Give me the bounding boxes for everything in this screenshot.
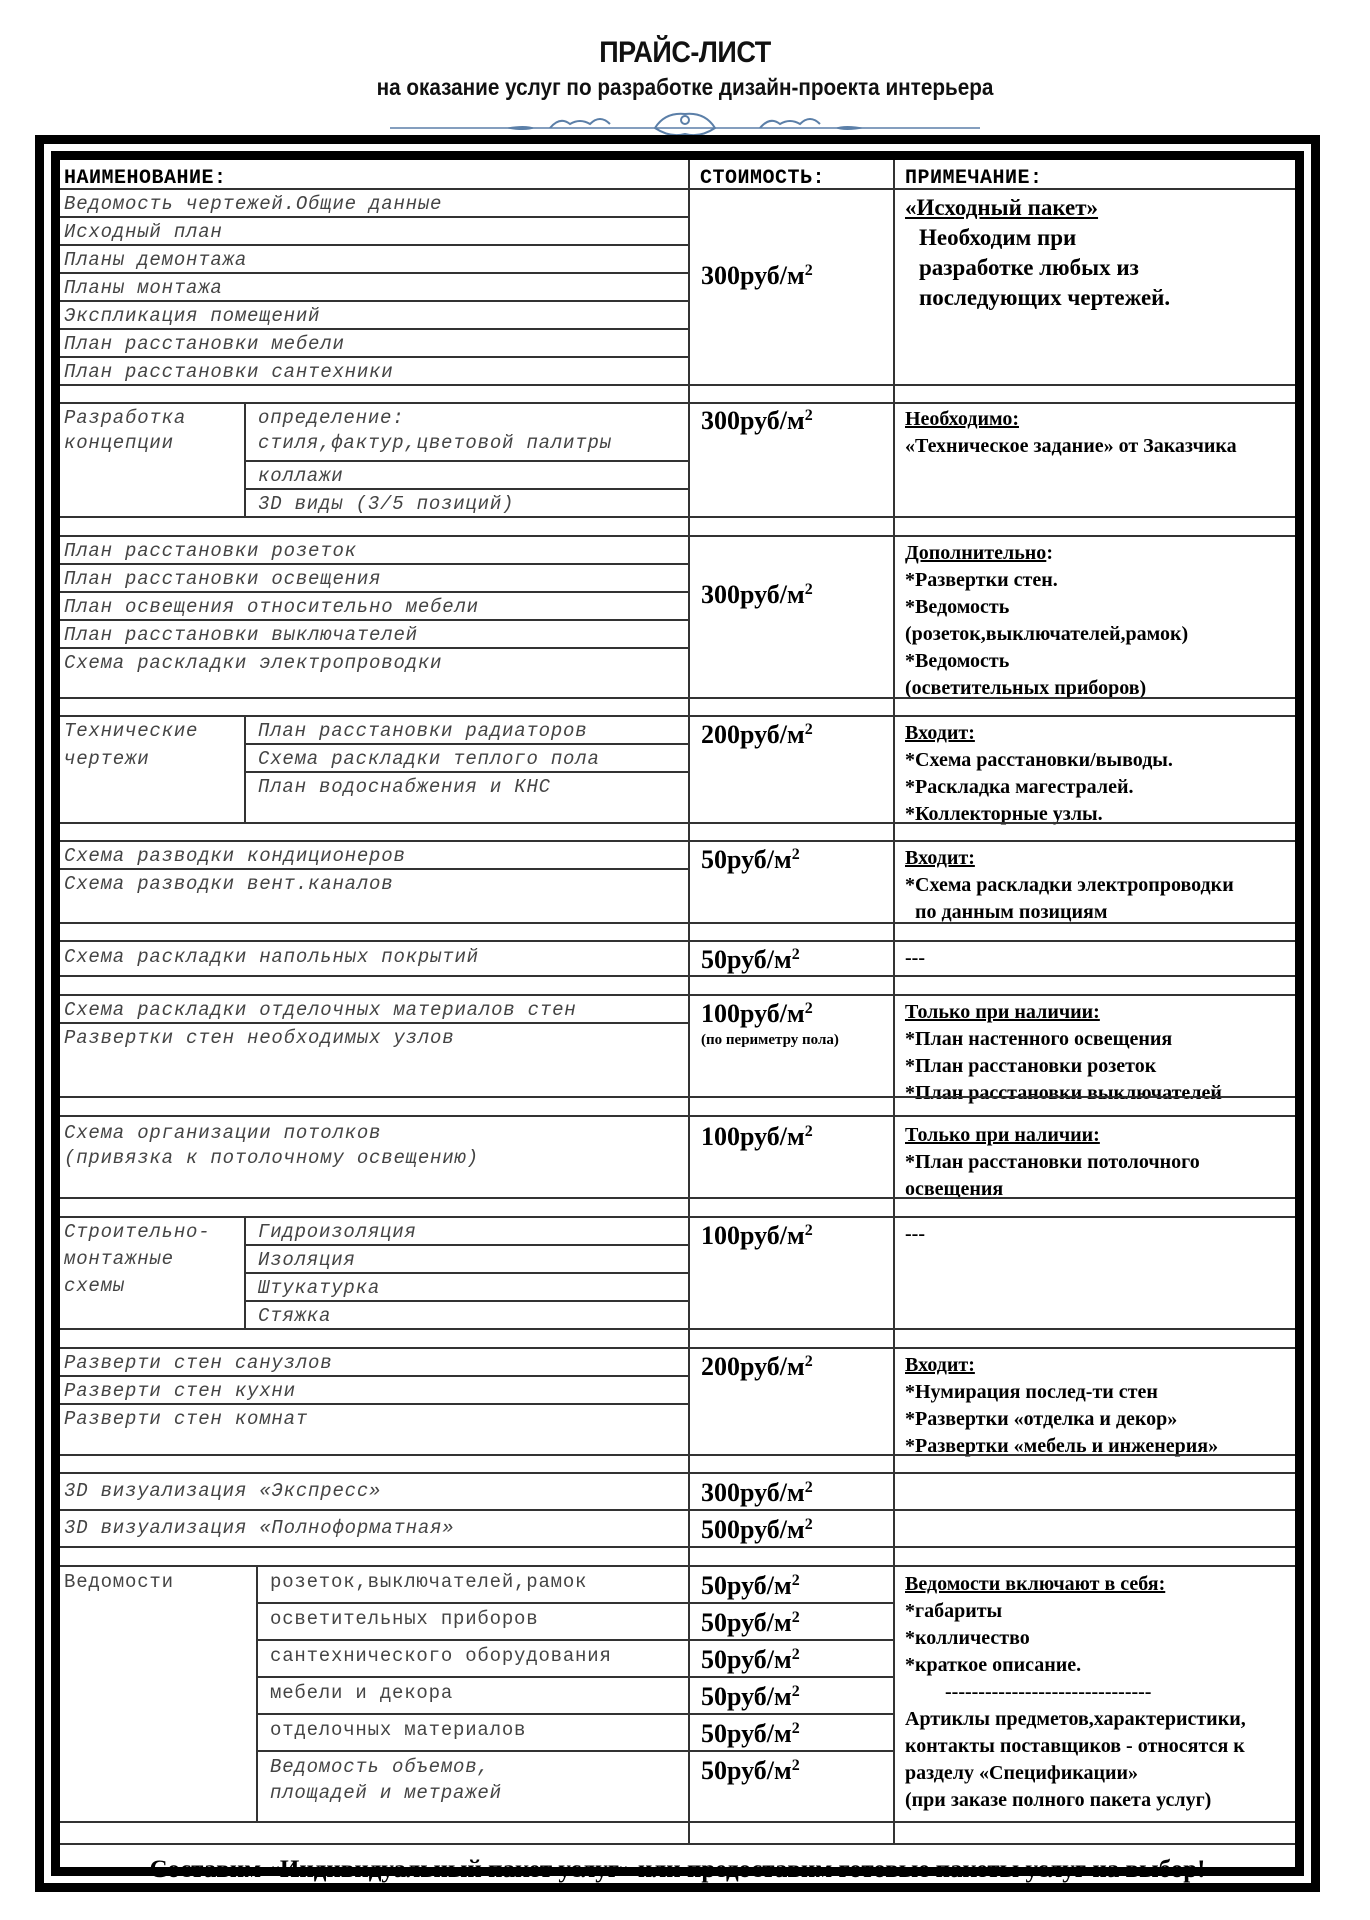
decorative-divider-icon — [385, 108, 985, 138]
list-item: Схема раскладки теплого пола — [258, 748, 600, 770]
list-item: Разверти стен комнат — [64, 1408, 309, 1430]
list-item: План расстановки освещения — [64, 568, 382, 590]
price-value: $50руб/м^2$ — [701, 945, 800, 974]
footer-cta: Составим «Индивидуальный пакет услуг» или предоставим готовые пакеты услуг на выбор! — [149, 1856, 1206, 1883]
list-item: Стяжка — [258, 1305, 332, 1327]
price-value: $50руб/м^2$ — [701, 1608, 800, 1637]
list-item: Разверти стен санузлов — [64, 1352, 333, 1374]
list-item: отделочных материалов — [270, 1719, 527, 1741]
column-divider — [688, 160, 690, 1843]
list-item: мебели и декора — [270, 1682, 454, 1704]
note: --- — [905, 1223, 925, 1245]
list-item: Исходный план — [64, 221, 223, 243]
list-item: Схема раскладки электропроводки — [64, 652, 443, 674]
list-item: План расстановки радиаторов — [258, 720, 588, 742]
group-label: Разработка — [64, 407, 187, 429]
list-item: площадей и метражей — [270, 1782, 502, 1804]
list-item: План расстановки выключателей — [64, 624, 418, 646]
list-item: Схема разводки вент.каналов — [64, 873, 394, 895]
list-item: Изоляция — [258, 1249, 356, 1271]
price-value: $500руб/м^2$ — [701, 1515, 813, 1544]
group-label: Ведомости — [64, 1571, 174, 1593]
column-header-price: СТОИМОСТЬ: — [700, 167, 826, 190]
price-value: $200руб/м^2$ — [701, 1352, 813, 1381]
column-header-note: ПРИМЕЧАНИЕ: — [905, 167, 1043, 190]
note: Ведомости включают в себя: *габариты *колличество *краткое описание. ------------------------------- Артиклы предметов,характеристики, контакты поставщиков - относятся к разделу «Спецификации» (при заказе полного пакета услуг) — [905, 1573, 1246, 1811]
column-divider — [893, 160, 895, 1843]
column-header-name: НАИМЕНОВАНИЕ: — [64, 167, 227, 190]
list-item: стиля,фактур,цветовой палитры — [258, 432, 612, 454]
list-item: План расстановки мебели — [64, 333, 345, 355]
list-item: План расстановки розеток — [64, 540, 357, 562]
note: Входит: *Нумирация послед-ти стен *Развертки «отделка и декор» *Развертки «мебель и инженерия» — [905, 1354, 1219, 1457]
list-item: розеток,выключателей,рамок — [270, 1571, 588, 1593]
list-item: осветительных приборов — [270, 1608, 539, 1630]
note: Необходимо: «Техническое задание» от Заказчика — [905, 408, 1237, 457]
list-item: коллажи — [258, 465, 344, 487]
list-item: План освещения относительно мебели — [64, 596, 479, 618]
list-item: Ведомость чертежей.Общие данные — [64, 193, 443, 215]
price-value: $50руб/м^2$ — [701, 1571, 800, 1600]
price-value: $50руб/м^2$ — [701, 845, 800, 874]
list-item: Схема разводки кондиционеров — [64, 845, 406, 867]
page-title: ПРАЙС-ЛИСТ — [599, 36, 771, 69]
list-item: Гидроизоляция — [258, 1221, 417, 1243]
list-item: План водоснабжения и КНС — [258, 776, 551, 798]
price-value: $300руб/м^2$ — [701, 261, 813, 290]
list-item: Планы монтажа — [64, 277, 223, 299]
list-item: Разверти стен кухни — [64, 1380, 296, 1402]
group-label: Строительно- — [64, 1221, 211, 1243]
price-value: $100руб/м^2$ — [701, 999, 813, 1028]
price-value: $50руб/м^2$ — [701, 1756, 800, 1785]
list-item: Экспликация помещений — [64, 305, 321, 327]
list-item: сантехнического оборудования — [270, 1645, 612, 1667]
price-note: (по периметру пола) — [701, 1032, 839, 1048]
list-item: Ведомость объемов, — [270, 1756, 490, 1778]
group-label: концепции — [64, 432, 174, 454]
note: --- — [905, 947, 925, 969]
note: Входит: *Схема раскладки электропроводки по данным позициям — [905, 847, 1234, 923]
price-value: $200руб/м^2$ — [701, 720, 813, 749]
group-label: Технические — [64, 720, 199, 742]
list-item: 3D виды (3/5 позиций) — [258, 493, 515, 515]
price-table — [60, 160, 1295, 1867]
list-item: Штукатурка — [258, 1277, 381, 1299]
group-label: чертежи — [64, 748, 150, 770]
note: Только при наличии: *План настенного освещения *План расстановки розеток *План расстановки выключателей — [905, 1001, 1222, 1104]
list-item: План расстановки сантехники — [64, 361, 394, 383]
price-value: $300руб/м^2$ — [701, 406, 813, 435]
price-value: $300руб/м^2$ — [701, 1478, 813, 1507]
price-value: $50руб/м^2$ — [701, 1645, 800, 1674]
group-label: схемы — [64, 1275, 126, 1297]
list-item: 3D визуализация «Экспресс» — [64, 1480, 382, 1502]
note: Только при наличии: *План расстановки потолочного освещения — [905, 1124, 1200, 1200]
list-item: Планы демонтажа — [64, 249, 248, 271]
list-item: Развертки стен необходимых узлов — [64, 1027, 455, 1049]
price-value: $50руб/м^2$ — [701, 1719, 800, 1748]
price-value: $300руб/м^2$ — [701, 580, 813, 609]
note: Дополнительно: *Развертки стен. *Ведомость (розеток,выключателей,рамок) *Ведомость (осветительных приборов) — [905, 542, 1189, 699]
group-label: монтажные — [64, 1248, 174, 1270]
list-item: Схема раскладки отделочных материалов стен — [64, 999, 577, 1021]
list-item: определение: — [258, 407, 405, 429]
page-subtitle: на оказание услуг по разработке дизайн-проекта интерьера — [376, 74, 994, 100]
list-item: 3D визуализация «Полноформатная» — [64, 1517, 455, 1539]
list-item: (привязка к потолочному освещению) — [64, 1147, 479, 1169]
list-item: Схема раскладки напольных покрытий — [64, 946, 479, 968]
price-value: $50руб/м^2$ — [701, 1682, 800, 1711]
note: «Исходный пакет» Необходим при разработке любых из последующих чертежей. — [905, 195, 1171, 310]
note: Входит: *Схема расстановки/выводы. *Раскладка магестралей. *Коллекторные узлы. — [905, 722, 1173, 825]
price-value: $100руб/м^2$ — [701, 1122, 813, 1151]
list-item: Схема организации потолков — [64, 1122, 382, 1144]
price-value: $100руб/м^2$ — [701, 1221, 813, 1250]
